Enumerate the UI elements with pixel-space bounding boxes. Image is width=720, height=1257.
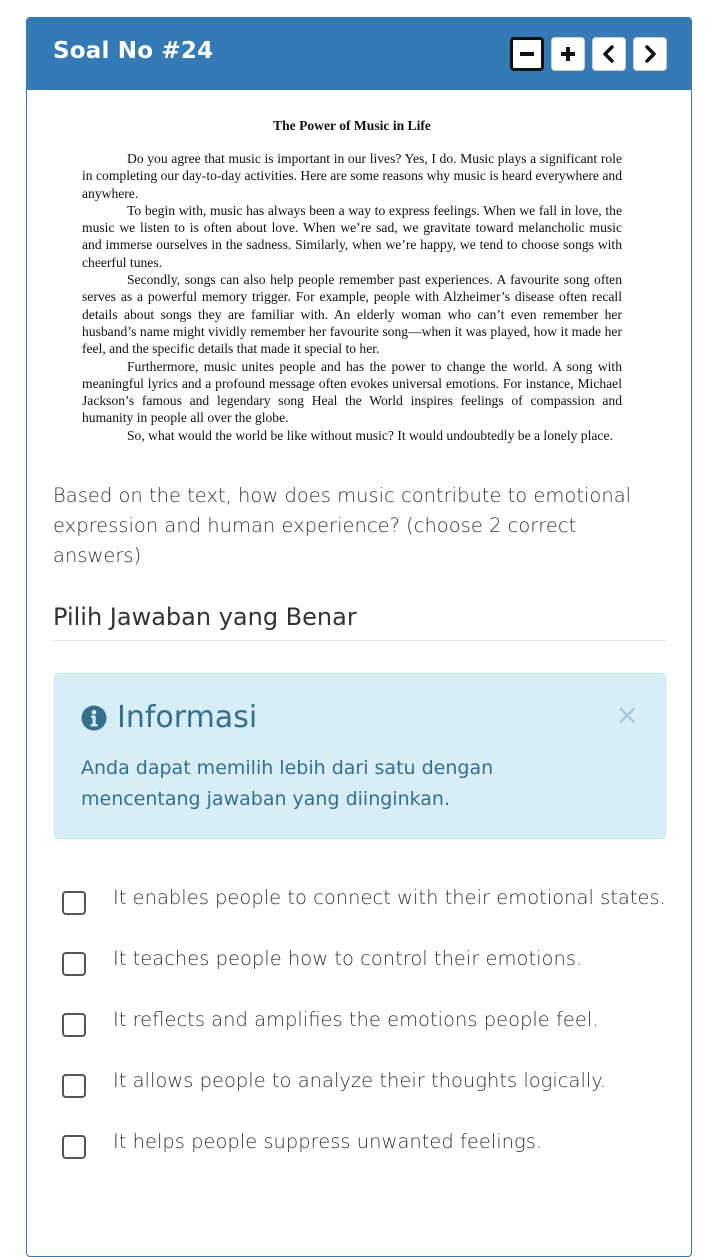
question-number-title: Soal No #24 <box>53 38 214 64</box>
plus-icon <box>560 46 576 62</box>
minus-icon <box>519 46 535 62</box>
alert-title <box>81 700 257 736</box>
answer-option[interactable] <box>62 882 682 943</box>
passage-paragraph: Secondly, songs can also help people remember past experiences. A favourite song often serves as a powerful memory trigger. For example, people with Alzheimer’s disease often recall details about songs they are familiar with. An elderly woman who can’t even remember her husband’s name might vividly remember her favourite song—when it was played, how it made her feel, and the specific details that made it special to her. <box>82 272 622 357</box>
passage-paragraph: Do you agree that music is important in our lives? Yes, I do. Music plays a significant role in completing our day-to-day activities. Here are some reasons why music is heard everywhere and anywhere. <box>82 151 622 201</box>
chevron-right-icon <box>643 45 657 63</box>
passage-paragraph: Furthermore, music unites people and has the power to change the world. A song with meaningful lyrics and a profound message often evokes universal emotions. For instance, Michael Jackson’s famous and legendary song Heal the World inspires feelings of compassion and humanity in people all over the globe. <box>82 358 622 426</box>
passage-paragraph: To begin with, music has always been a way to express feelings. When we fall in love, the music we listen to is often about love. When we’re sad, we gravitate toward melancholic music and immerse ourselves in the sadness. Similarly, when we’re happy, we tend to choose songs with cheerful tunes. <box>82 202 622 270</box>
answer-options <box>62 882 682 1187</box>
answer-option[interactable] <box>62 1004 682 1065</box>
zoom-in-button[interactable] <box>551 37 585 71</box>
answer-option-label: It teaches people how to control their emotions. <box>113 947 583 970</box>
alert-title-text: Informasi <box>117 700 258 735</box>
answer-heading: Pilih Jawaban yang Benar <box>53 602 666 641</box>
close-icon[interactable]: × <box>615 698 639 731</box>
panel-heading <box>27 18 691 90</box>
answer-option-label: It reflects and amplifies the emotions people feel. <box>113 1008 599 1031</box>
zoom-out-button[interactable] <box>510 37 544 71</box>
reading-passage <box>82 117 622 444</box>
alert-message: Anda dapat memilih lebih dari satu dengan mencentang jawaban yang diinginkan. <box>81 757 494 810</box>
answer-checkbox[interactable] <box>62 1074 86 1098</box>
answer-option-label: It helps people suppress unwanted feelings. <box>113 1130 543 1153</box>
answer-checkbox[interactable] <box>62 1013 86 1037</box>
info-alert <box>54 673 666 839</box>
answer-option[interactable] <box>62 943 682 1004</box>
answer-option[interactable] <box>62 1065 682 1126</box>
answer-checkbox[interactable] <box>62 891 86 915</box>
answer-option-label: It enables people to connect with their emotional states. <box>113 886 666 909</box>
passage-paragraph: So, what would the world be like without music? It would undoubtedly be a lonely place. <box>127 427 613 443</box>
answer-option-label: It allows people to analyze their thoughts logically. <box>113 1069 607 1092</box>
toolbar <box>510 37 667 71</box>
next-question-button[interactable] <box>633 37 667 71</box>
answer-checkbox[interactable] <box>62 1135 86 1159</box>
passage-title: The Power of Music in Life <box>273 118 431 133</box>
question-text: Based on the text, how does music contribute to emotional expression and human experience? (choose 2 correct answers) <box>53 484 632 567</box>
info-circle-icon <box>81 705 107 731</box>
answer-checkbox[interactable] <box>62 952 86 976</box>
answer-option[interactable] <box>62 1126 682 1187</box>
previous-question-button[interactable] <box>592 37 626 71</box>
chevron-left-icon <box>602 45 616 63</box>
